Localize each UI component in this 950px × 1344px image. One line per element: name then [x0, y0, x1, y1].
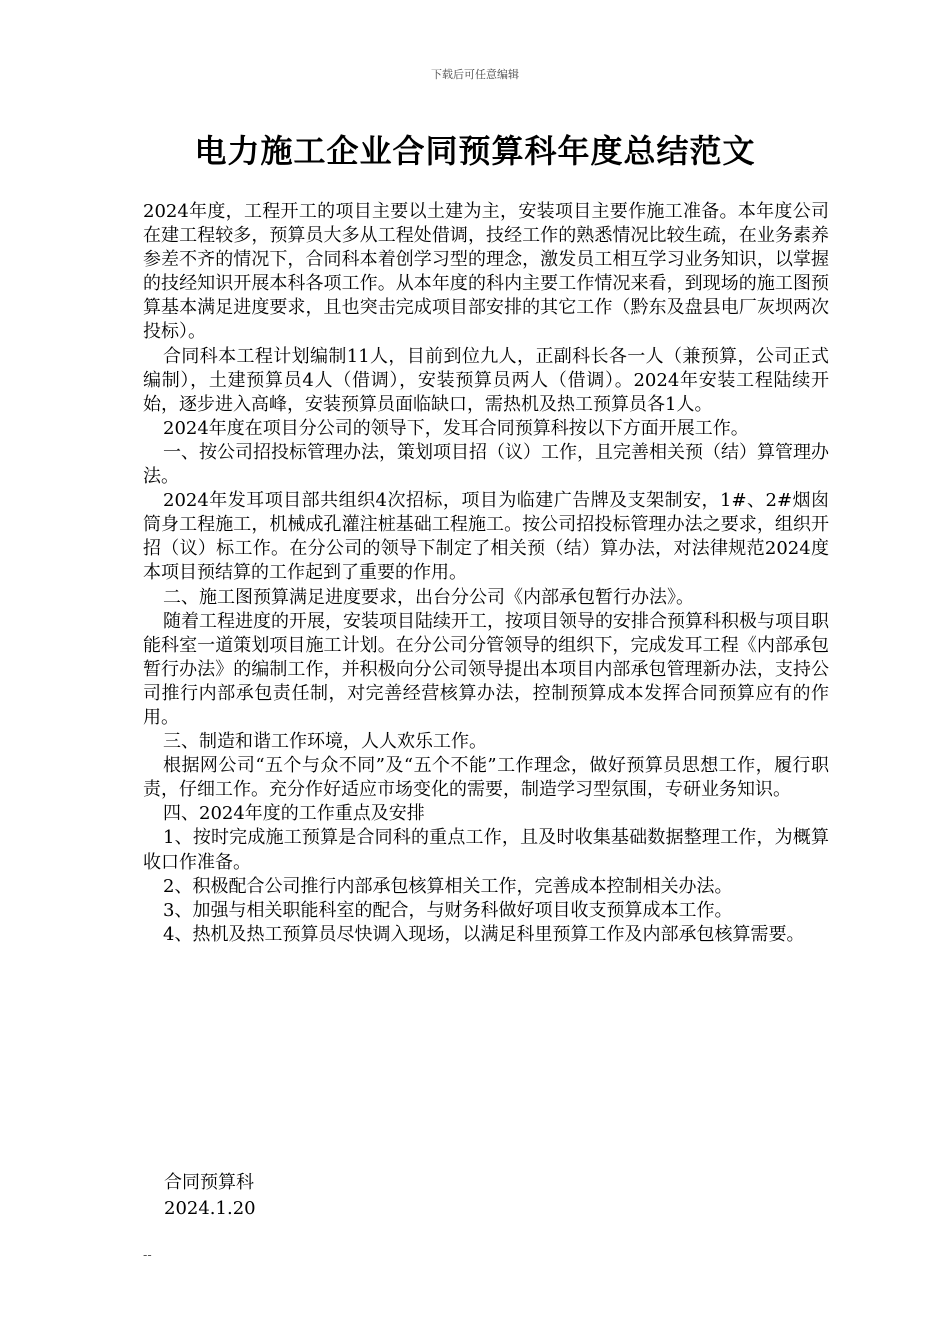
header-note: 下载后可任意编辑 [431, 68, 519, 81]
section-heading-1: 一、按公司招投标管理办法，策划项目招（议）工作，且完善相关预（结）算管理办法。 [143, 441, 829, 488]
list-item-1: 1、按时完成施工预算是合同科的重点工作，且及时收集基础数据整理工作，为概算收口作准备。 [143, 827, 829, 873]
paragraph-intro: 2024年度，工程开工的项目主要以土建为主，安装项目主要作施工准备。本年度公司在建工程较多，预算员大多从工程处借调，技经工作的熟悉情况比较生疏，在业务素养参差不齐的情况下，合同科本着创学习型的理念，激发员工相互学习业务知识，以掌握的技经知识开展本科各项工作。从本年度的科内主要工作情况来看，到现场的施工图预算基本满足进度要求，且也突击完成项目部安排的其它工作（黔东及盘县电厂灰坝两次投标）。 [143, 201, 829, 343]
signature-block [164, 1170, 256, 1222]
footer-mark: -- [143, 1248, 152, 1262]
list-item-3: 3、加强与相关职能科室的配合，与财务科做好项目收支预算成本工作。 [163, 899, 733, 921]
signature-date: 2024.1.20 [164, 1198, 256, 1219]
section-heading-3: 三、制造和谐工作环境，人人欢乐工作。 [163, 731, 487, 753]
signature-department: 合同预算科 [164, 1172, 254, 1193]
section-heading-4: 四、2024年度的工作重点及安排 [163, 803, 425, 825]
paragraph-environment: 根据网公司“五个与众不同”及“五个不能”工作理念，做好预算员思想工作，履行职责，仔细工作。充分作好适应市场变化的需要，制造学习型氛围，专研业务知识。 [143, 755, 829, 801]
section-heading-2: 二、施工图预算满足进度要求，出台分公司《内部承包暂行办法》。 [163, 586, 694, 608]
list-item-4: 4、热机及热工预算员尽快调入现场，以满足科里预算工作及内部承包核算需要。 [163, 923, 805, 945]
document-title: 电力施工企业合同预算科年度总结范文 [194, 132, 756, 170]
list-item-2: 2、积极配合公司推行内部承包核算相关工作，完善成本控制相关办法。 [163, 875, 733, 897]
paragraph-staffing: 合同科本工程计划编制11人，目前到位九人，正副科长各一人（兼预算，公司正式编制），土建预算员4人（借调），安装预算员两人（借调）。2024年安装工程陆续开始，逐步进入高峰，安装预算员面临缺口，需热机及热工预算员各1人。 [143, 345, 829, 415]
paragraph-bidding: 2024年发耳项目部共组织4次招标，项目为临建广告牌及支架制安，1#、2#烟囱筒身工程施工，机械成孔灌注桩基础工程施工。按公司招投标管理办法之要求，组织开招（议）标工作。在分公司的领导下制定了相关预（结）算办法，对法律规范2024度本项目预结算的工作起到了重要的作用。 [143, 490, 829, 584]
document-body [143, 200, 829, 947]
paragraph-overview: 2024年度在项目分公司的领导下，发耳合同预算科按以下方面开展工作。 [163, 417, 749, 439]
paragraph-budget: 随着工程进度的开展，安装项目陆续开工，按项目领导的安排合预算科积极与项目职能科室一道策划项目施工计划。在分公司分管领导的组织下，完成发耳工程《内部承包暂行办法》的编制工作，并积极向分公司领导提出本项目内部承包管理新办法，支持公司推行内部承包责任制，对完善经营核算办法，控制预算成本发挥合同预算应有的作用。 [143, 610, 829, 728]
